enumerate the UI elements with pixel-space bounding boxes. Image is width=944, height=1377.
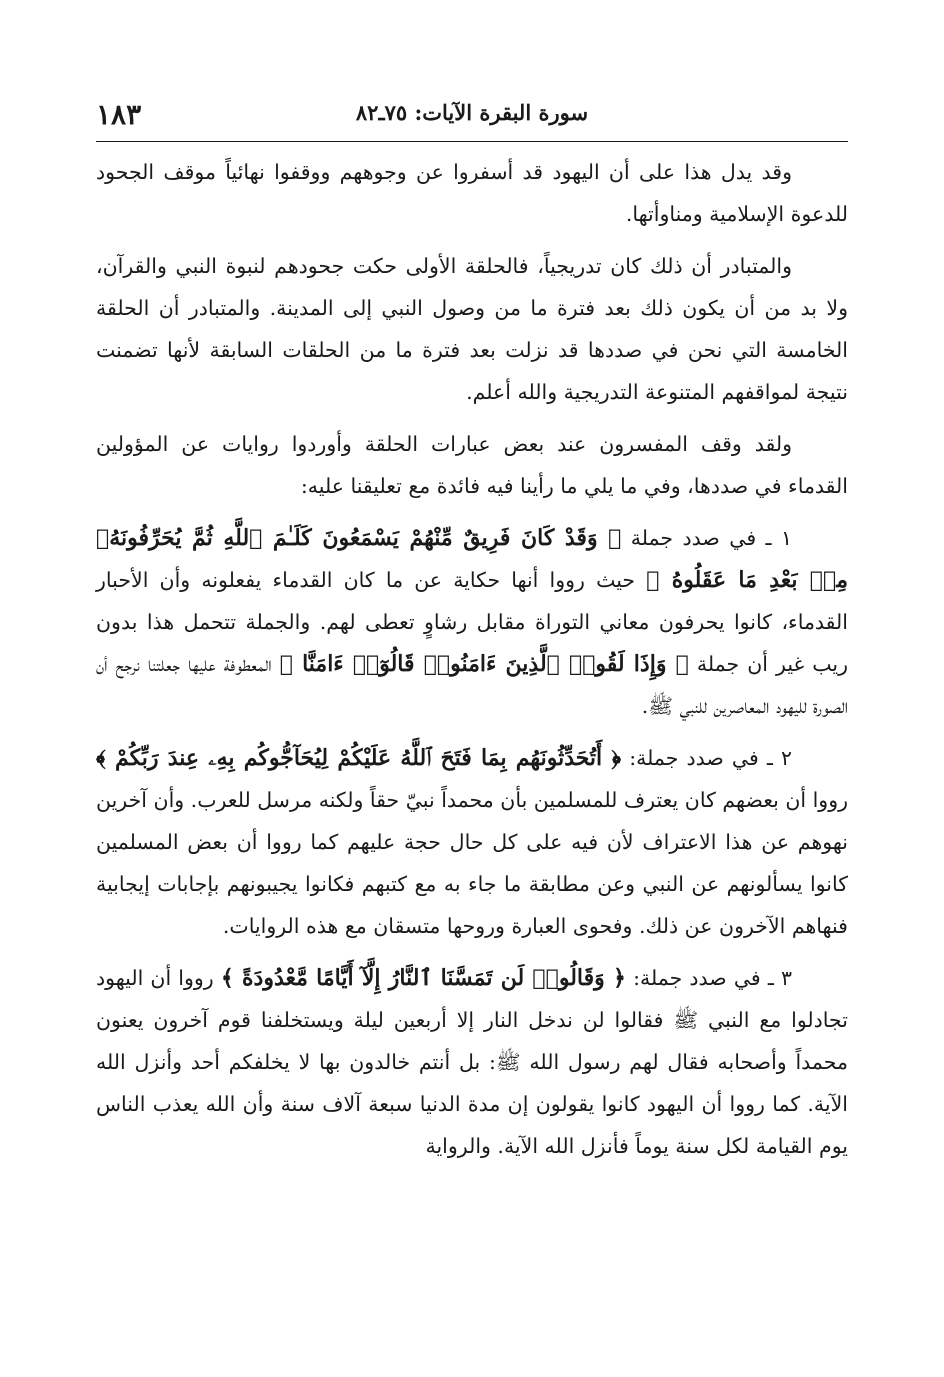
running-title: سورة البقرة الآيات: ٧٥ـ٨٢ — [355, 100, 589, 125]
quran-verse: ﴿ أَتُحَدِّثُونَهُم بِمَا فَتَحَ ٱللَّهُ عَلَيْكُمْ لِيُحَآجُّوكُم بِهِۦ عِندَ رَبِّكُمْ ﴾ — [96, 745, 622, 771]
quran-verse: ﴿ وَإِذَا لَقُوا۟ ٱلَّذِينَ ءَامَنُوا۟ قَالُوٓا۟ ءَامَنَّا ﴾ — [279, 651, 689, 677]
numbered-item — [96, 957, 848, 1167]
numbered-item — [96, 737, 848, 947]
page-number: ١٨٣ — [96, 98, 142, 131]
paragraph: وقد يدل هذا على أن اليهود قد أسفروا عن وجوههم ووقفوا نهائياً موقف الجحود للدعوة الإسلامية ومناوأتها. — [96, 160, 848, 226]
item-lead: ١ ـ في صدد جملة — [630, 526, 792, 550]
item-text: المعطوفة عليها جعلتنا نرجح أن الصورة لليهود المعاصرين للنبي ﷺ. — [96, 652, 848, 718]
quran-verse: ﴿ وَقَالُوا۟ لَن تَمَسَّنَا ٱلنَّارُ إِلَّآ أَيَّامًا مَّعْدُودَةً ﴾ — [220, 965, 626, 991]
numbered-item — [96, 517, 848, 727]
item-lead: ٣ ـ في صدد جملة: — [633, 966, 792, 990]
item-text: رووا أن اليهود تجادلوا مع النبي ﷺ فقالوا لن ندخل النار إلا أربعين ليلة ويستخلفنا قوم آخرون يعنون محمداً وأصحابه فقال لهم رسول الله ﷺ: بل أنتم خالدون بها لا يخلفكم أحد وأنزل الله الآية. كما رووا أن اليهود كانوا يقولون إن مدة الدنيا سبعة آلاف سنة وأن الله يعذب الناس يوم القيامة لكل سنة يوماً فأنزل الله الآية. والرواية — [96, 966, 848, 1158]
item-text: حيث رووا أنها حكاية عن ما كان القدماء يفعلونه وأن الأحبار القدماء، كانوا يحرفون معاني التوراة مقابل رشاوٍ تعطى لهم. والجملة تتحمل هذا بدون ريب غير أن جملة — [96, 568, 848, 676]
page-header — [96, 96, 848, 136]
header-divider — [96, 141, 848, 142]
paragraph: والمتبادر أن ذلك كان تدريجياً، فالحلقة الأولى حكت جحودهم لنبوة النبي والقرآن، ولا بد من أن يكون ذلك بعد فترة ما من وصول النبي إلى المدينة. والمتبادر أن الحلقة الخامسة التي نحن في صددها قد نزلت بعد فترة ما من الحلقات السابقة لأنها تضمنت نتيجة لمواقفهم المتنوعة التدريجية والله أعلم. — [96, 254, 848, 404]
page-body — [96, 151, 848, 1177]
paragraph: ولقد وقف المفسرون عند بعض عبارات الحلقة وأوردوا روايات عن المؤولين القدماء في صددها، وفي ما يلي ما رأينا فيه فائدة مع تعليقنا عليه: — [96, 432, 848, 498]
quran-verse: ﴿ وَقَدْ كَانَ فَرِيقٌ مِّنْهُمْ يَسْمَعُونَ كَلَـٰمَ ٱللَّهِ ثُمَّ يُحَرِّفُونَهُۥ مِنۢ بَعْدِ مَا عَقَلُوهُ ﴾ — [96, 525, 848, 593]
item-text: رووا أن بعضهم كان يعترف للمسلمين بأن محمداً نبيّ حقاً ولكنه مرسل للعرب. وأن آخرين نهوهم عن هذا الاعتراف لأن فيه على كل حال حجة عليهم كما رووا أن بعض المسلمين كانوا يسألونهم عن النبي وعن مطابقة ما جاء به مع كتبهم فكانوا يجيبونهم بإجابات إيجابية فنهاهم الآخرون عن ذلك. وفحوى العبارة وروحها متسقان مع هذه الروايات. — [96, 788, 848, 938]
item-lead: ٢ ـ في صدد جملة: — [629, 746, 792, 770]
